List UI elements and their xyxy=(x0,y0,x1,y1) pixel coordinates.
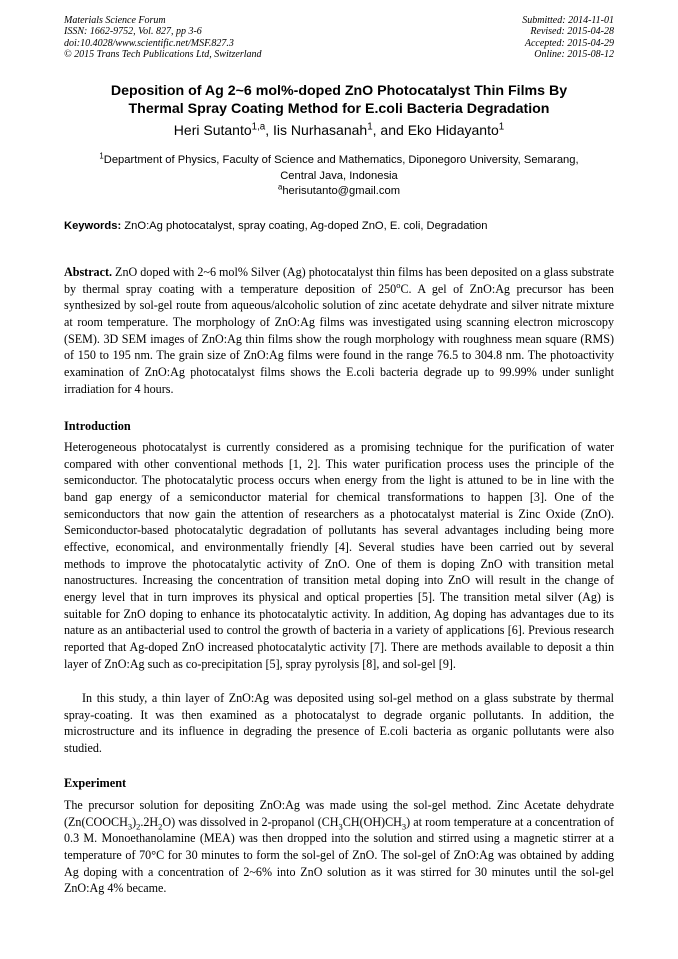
abstract-label: Abstract. xyxy=(64,265,113,279)
subscript: 3 xyxy=(338,821,343,832)
introduction-paragraph: Heterogeneous photocatalyst is currently considered as a promising technique for the purification of water compared with other conventional methods [1, 2]. This water purification process uses the principle of the semiconductor. The photocatalytic process occurs when energy from the light is attuned to be in line with the band gap energy of a semiconductor material for chemical transformations to happen [3]. One of the semiconductors that now gain the attention of researchers as a photocatalyst material is Zinc Oxide (ZnO). Semiconductor-based photocatalytic degradation of pollutants has several advantages including being more effective, economical, and environmentally friendly [4]. Several studies have been carried out by several methods to improve the photocatalytic activity of ZnO. One of them is doping ZnO with transition metal nanostructures. Increasing the concentration of transition metal doping into ZnO will result in the change of energy level that in turn improves its physical and optical properties [5]. The transition metal silver (Ag) is suitable for ZnO doping to enhance its photocatalytic activity. In addition, Ag doping has advantages due to its nature as an antibacterial used to control the growth of bacteria in a variety of applications [6]. Previous research reported that Ag-doped ZnO increased photocatalytic activity [7]. There are methods available to deposit a thin layer of ZnO:Ag such as co-precipitation [5], spray pyrolysis [8], and sol-gel [9]. xyxy=(64,440,614,671)
affiliation-block xyxy=(60,153,618,200)
affiliation-line xyxy=(60,153,618,169)
text-run: ) at room temperature at a concentration of 0.3 M. Monoethanolamine (MEA) was then dropped into the solution and stirred using a magnetic stirrer at a temperature of 70°C for 30 minutes to form the sol-gel of ZnO. The sol-gel of ZnO:Ag was obtained by adding Ag doping with a concentration of 2~6% into ZnO solution as it was stirred for 30 minutes until the sol-gel ZnO:Ag 4% became. xyxy=(64,814,614,896)
journal-name: Materials Science Forum xyxy=(64,15,166,26)
affiliation-mark: 1 xyxy=(99,151,104,161)
date-online: Online: 2015-08-12 xyxy=(534,49,614,61)
journal-issn: ISSN: 1662-9752, Vol. 827, pp 3-6 xyxy=(64,26,202,38)
section-heading-introduction: Introduction xyxy=(64,419,131,433)
keywords-label: Keywords: xyxy=(64,220,122,232)
subscript: 3 xyxy=(401,821,407,832)
keywords xyxy=(64,219,624,234)
text-run: .2H xyxy=(140,814,159,829)
abstract-text: ZnO doped with 2~6 mol% Silver (Ag) photocatalyst thin films has been deposited on a glass substrate by thermal spray coating with a temperature deposition of 250 xyxy=(64,265,614,296)
date-revised: Revised: 2015-04-28 xyxy=(530,26,614,38)
subscript: 3 xyxy=(127,821,133,832)
email-line xyxy=(60,184,618,200)
author-list xyxy=(60,121,618,139)
date-submitted: Submitted: 2014-11-01 xyxy=(522,15,614,26)
author-separator: , and xyxy=(372,122,408,138)
journal-doi: doi:10.4028/www.scientific.net/MSF.827.3 xyxy=(64,37,234,49)
email-mark: a xyxy=(277,182,283,192)
title-line-2: Thermal Spray Coating Method for E.coli Bacteria Degradation xyxy=(128,101,550,117)
section-heading-experiment: Experiment xyxy=(64,776,127,790)
text-run: ) xyxy=(132,814,137,829)
title-line-1: Deposition of Ag 2~6 mol%-doped ZnO Photocatalyst Thin Films By xyxy=(110,83,568,99)
subscript: 2 xyxy=(158,821,163,832)
publication-dates xyxy=(522,15,614,61)
author-affiliation-mark: 1 xyxy=(498,121,505,133)
experiment-paragraph xyxy=(64,797,614,897)
affiliation-location: Central Java, Indonesia xyxy=(280,169,398,182)
journal-copyright: © 2015 Trans Tech Publications Ltd, Switzerland xyxy=(64,49,262,61)
introduction-paragraph: In this study, a thin layer of ZnO:Ag was deposited using sol-gel method on a glass substrate by thermal spray-coating. It was then examined as a photocatalyst to degrade organic pollutants. In addition, the microstructure and its influence in degrading the presence of E.coli bacteria as organic pollutants were also studied. xyxy=(64,691,614,755)
author-name: Heri Sutanto xyxy=(173,122,252,138)
author-affiliation-mark: 1 xyxy=(367,121,373,133)
author-affiliation-mark: 1,a xyxy=(251,121,266,133)
paper-title xyxy=(60,82,618,118)
abstract xyxy=(64,264,614,397)
text-run: O) was dissolved in 2-propanol (CH xyxy=(162,814,339,829)
author-email-link[interactable]: herisutanto@gmail.com xyxy=(282,185,401,197)
degree-mark: o xyxy=(396,279,401,290)
keywords-text: ZnO:Ag photocatalyst, spray coating, Ag-doped ZnO, E. coli, Degradation xyxy=(121,220,488,232)
journal-info xyxy=(64,15,262,61)
affiliation-text: Department of Physics, Faculty of Science and Mathematics, Diponegoro University, Semarang, xyxy=(103,154,579,166)
date-accepted: Accepted: 2015-04-29 xyxy=(524,37,614,49)
text-run: CH(OH)CH xyxy=(342,814,402,829)
author-name: Eko Hidayanto xyxy=(407,122,499,138)
abstract-text: C. A gel of ZnO:Ag precursor has been synthesized by sol-gel route from aqueous/alcoholic solution of zinc acetate dehydrate and silver nitrate mixture at room temperature. The morphology of ZnO:Ag films was investigated using scanning electron microscopy (SEM). 3D SEM images of ZnO:Ag thin films show the rough morphology with roughness mean square (RMS) of 150 to 195 nm. The grain size of ZnO:Ag films were found in the range 76.5 to 304.8 nm. The photoactivity examination of ZnO:Ag photocatalyst films shows the E.coli bacteria degrade up to 99.99% under sunlight irradiation for 4 hours. xyxy=(64,281,614,396)
text-run: The precursor solution for depositing ZnO:Ag was made using the sol-gel method. Zinc Acetate dehydrate (Zn(COOCH xyxy=(64,798,614,829)
author-name: Iis Nurhasanah xyxy=(273,122,368,138)
subscript: 2 xyxy=(136,821,141,832)
author-separator: , xyxy=(265,122,274,138)
